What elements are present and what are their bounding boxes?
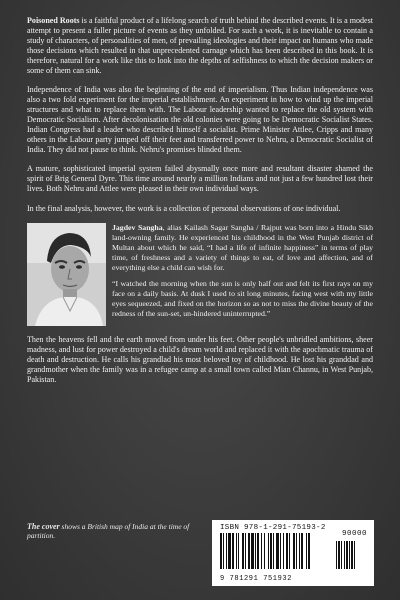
independence-paragraph: Independence of India was also the beginning of the end of imperialism. Thus Indian independence was also a two fold experiment for the imperial establishment. An experiment in how to wind up the imperial structures and what to replace them with. The Labour leadership wanted to replace the old system with Democratic Socialism. After decolonisation the old colonies were going to be Democratic Socialist States. Indian Congress had a leader who described himself a socialist. Prime Minister Attlee, Cripps and many others in the Labour party jumped off their feet and transferred power to Nehru, a Democratic Socialist of India. They did not pause to think. Nehru's promises blinded them. — [27, 84, 373, 155]
footer — [0, 508, 400, 600]
cover-note — [27, 522, 207, 540]
author-bio — [112, 223, 373, 319]
author-section — [27, 223, 373, 329]
cover-note-text: shows a British map of India at the time of partition. — [27, 522, 190, 540]
price-addon-number: 90000 — [341, 530, 367, 538]
final-analysis-paragraph: In the final analysis, however, the work is a collection of personal observations of one individual. — [27, 203, 341, 213]
author-bio-text: , alias Kailash Sagar Sangha / Rajput was born into a Hindu Sikh land-owning family. He experienced his childhood in the West Punjab district of Multan about which he said, “I had a life of infinite happiness” in terms of play time, of freshness and a variety of things to eat, of love and affection, and of everything else a child can wish for. — [112, 222, 374, 272]
childhood-paragraph: Then the heavens fell and the earth moved from under his feet. Other people's unbridled ambitions, sheer madness, and lust for power destroyed a child's dream world and replaced it with the apochmatic trauma of death and destruction. He calls his grandlad his most beloved toy of childhood. He lost his granddad and grandmother when the family was in a refugee camp at a small town called Mian Channu, in West Punjab, Pakistan. — [27, 334, 373, 384]
intro-text: is a faithful product of a lifelong search of truth behind the described events. It is a modest attempt to present a fuller picture of events as they unfolded. For such a work, it is inevitable to contain a study of characters, of personalities of men, of prevailing ideologies and their impact on humans who made those decisions which resulted in that unprecedented carnage which has been described in this book. It is therefore, natural for a work like this to look into the depths of selfishness to which the decision makers or some of them can sink. — [27, 16, 373, 76]
cover-note-lead: The cover — [27, 522, 60, 531]
book-title: Poisoned Roots — [27, 16, 80, 25]
isbn-barcode — [212, 520, 374, 586]
ean-number: 9 781291 751932 — [220, 575, 293, 583]
imperial-failure-paragraph: A mature, sophisticated imperial system failed abysmally once more and resultant disaster shamed the spirit of Brig General Dyre. This time around nearly a million Indians and not just a few hundred lost their lives. Both Nehru and Attlee were pleased in their own individual ways. — [27, 164, 373, 194]
author-name: Jagdev Sangha — [112, 222, 163, 232]
author-photo — [27, 223, 106, 326]
intro-paragraph — [27, 16, 373, 77]
author-quote: “I watched the morning when the sun is only half out and felt its first rays on my face on a daily basis. At dusk I used to sit long minutes, facing west with my little eyes sequeezed, and fixed on the horizon so as not to miss the divine beauty of the redness of the sun-set, un-hindered uninterrupted.” — [112, 278, 373, 318]
barcode-bars — [220, 533, 366, 573]
isbn-number: ISBN 978-1-291-75193-2 — [220, 524, 326, 532]
